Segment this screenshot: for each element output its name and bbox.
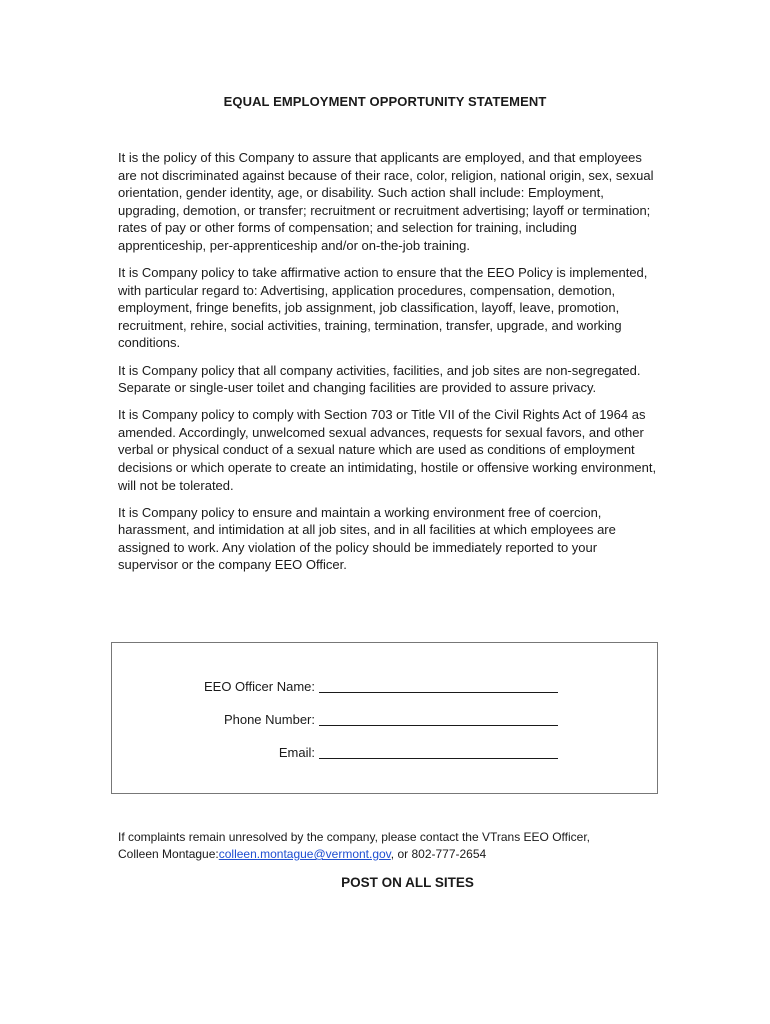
eeo-officer-name-row [112,679,657,697]
post-on-all-sites-notice: POST ON ALL SITES [341,875,474,890]
vtrans-eeo-email-link[interactable]: colleen.montague@vermont.gov [218,847,391,861]
policy-body [118,149,658,584]
complaint-line: If complaints remain unresolved by the company, please contact the VTrans EEO Officer, [118,830,591,844]
complaint-contact-note [118,829,678,863]
eeo-officer-name-field[interactable] [319,692,558,693]
phone-number-label: Phone Number: [223,712,315,727]
policy-paragraph: It is Company policy to take affirmative action to ensure that the EEO Policy is implemented, with particular regard to: Advertising, application procedures, compensation, demotion, employment, fringe benefits, job assignment, job classification, layoff, leave, promotion, recruitment, rehire, social activities, training, termination, transfer, upgrade, and working conditions. [118,265,648,351]
policy-paragraph: It is Company policy to ensure and maintain a working environment free of coercion, harassment, and intimidation at all job sites, and in all facilities at which employees are assigned to work. Any violation of the policy should be immediately reported to your supervisor or the company EEO Officer. [118,504,616,573]
email-label: Email: [278,745,315,760]
contact-prefix: Colleen Montague: [118,847,219,861]
document-title: EQUAL EMPLOYMENT OPPORTUNITY STATEMENT [223,94,547,109]
email-row [112,745,657,763]
policy-paragraph: It is Company policy that all company activities, facilities, and job sites are non-segregated. Separate or single-user toilet and changing facilities are provided to assure privacy. [118,362,641,396]
policy-paragraph: It is Company policy to comply with Section 703 or Title VII of the Civil Rights Act of 1964 as amended. Accordingly, unwelcomed sexual advances, requests for sexual favors, and other verbal or physical conduct of a sexual nature which are used as conditions of employment decisions or which operate to create an intimidating, hostile or offensive working environment, will not be tolerated. [118,407,657,493]
eeo-officer-name-label: EEO Officer Name: [203,679,315,694]
phone-number-row [112,712,657,730]
contact-suffix: , or 802-777-2654 [390,847,487,861]
email-field[interactable] [319,758,558,759]
policy-paragraph: It is the policy of this Company to assure that applicants are employed, and that employees are not discriminated against because of their race, color, religion, national origin, sex, sexual orientation, gender identity, age, or disability. Such action shall include: Employment, upgrading, demotion, or transfer; recruitment or recruitment advertising; layoff or termination; rates of pay or other forms of compensation; and selection for training, including apprenticeship, per-apprenticeship and/or on-the-job training. [118,150,654,253]
eeo-officer-box [111,642,658,794]
phone-number-field[interactable] [319,725,558,726]
